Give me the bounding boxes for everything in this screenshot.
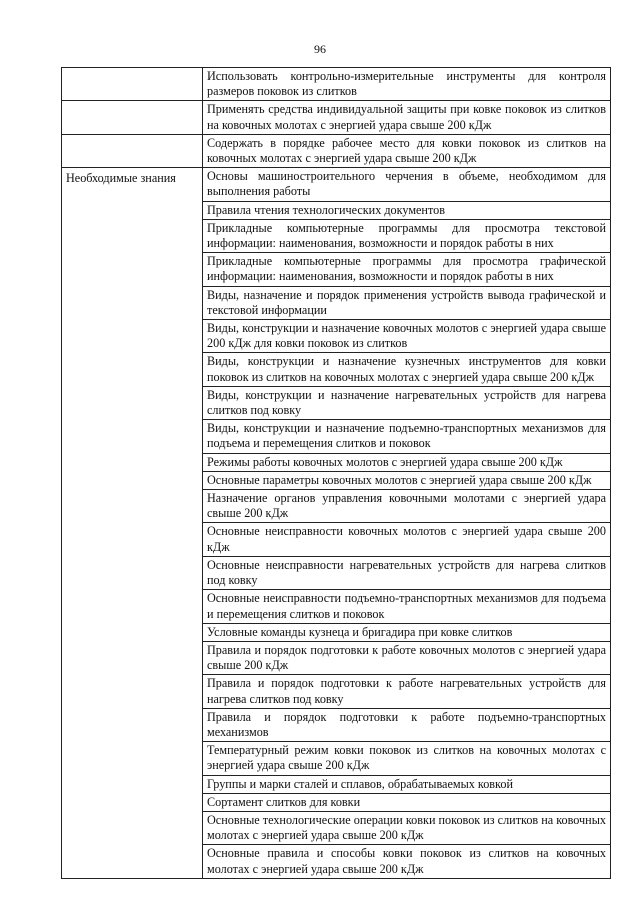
table-cell: Основные параметры ковочных молотов с энергией удара свыше 200 кДж bbox=[203, 471, 611, 489]
knowledge-table bbox=[61, 67, 611, 879]
table-row bbox=[62, 68, 611, 101]
table-cell: Правила и порядок подготовки к работе ковочных молотов с энергией удара свыше 200 кДж bbox=[203, 641, 611, 674]
table-cell: Виды, конструкции и назначение ковочных молотов с энергией удара свыше 200 кДж для ковки поковок из слитков bbox=[203, 320, 611, 353]
table-cell: Правила чтения технологических документов bbox=[203, 201, 611, 219]
table-cell: Сортамент слитков для ковки bbox=[203, 793, 611, 811]
table-cell: Виды, конструкции и назначение подъемно-транспортных механизмов для подъема и перемещения слитков и поковок bbox=[203, 420, 611, 453]
empty-label-cell bbox=[62, 68, 203, 101]
table-row bbox=[62, 101, 611, 134]
table-row bbox=[62, 134, 611, 167]
table-cell: Виды, назначение и порядок применения устройств вывода графической и текстовой информации bbox=[203, 286, 611, 319]
table-row bbox=[62, 168, 611, 201]
table-cell: Основные технологические операции ковки поковок из слитков на ковочных молотах с энергией удара свыше 200 кДж bbox=[203, 811, 611, 844]
table-cell: Использовать контрольно-измерительные инструменты для контроля размеров поковок из слитков bbox=[203, 68, 611, 101]
empty-label-cell bbox=[62, 101, 203, 134]
table-cell: Применять средства индивидуальной защиты при ковке поковок из слитков на ковочных молотах с энергией удара свыше 200 кДж bbox=[203, 101, 611, 134]
table-cell: Режимы работы ковочных молотов с энергией удара свыше 200 кДж bbox=[203, 453, 611, 471]
table-cell: Правила и порядок подготовки к работе нагревательных устройств для нагрева слитков под ковку bbox=[203, 675, 611, 708]
table-cell: Основные неисправности подъемно-транспортных механизмов для подъема и перемещения слитков и поковок bbox=[203, 590, 611, 623]
table-cell: Основные неисправности ковочных молотов с энергией удара свыше 200 кДж bbox=[203, 523, 611, 556]
table-cell: Назначение органов управления ковочными молотами с энергией удара свыше 200 кДж bbox=[203, 490, 611, 523]
table-cell: Содержать в порядке рабочее место для ковки поковок из слитков на ковочных молотах с энергией удара свыше 200 кДж bbox=[203, 134, 611, 167]
table-cell: Основные правила и способы ковки поковок из слитков на ковочных молотах с энергией удара свыше 200 кДж bbox=[203, 845, 611, 878]
table-cell: Прикладные компьютерные программы для просмотра графической информации: наименования, возможности и порядок работы в них bbox=[203, 253, 611, 286]
table-cell: Правила и порядок подготовки к работе подъемно-транспортных механизмов bbox=[203, 708, 611, 741]
table-cell: Основы машиностроительного черчения в объеме, необходимом для выполнения работы bbox=[203, 168, 611, 201]
empty-label-cell bbox=[62, 134, 203, 167]
table-cell: Виды, конструкции и назначение нагревательных устройств для нагрева слитков под ковку bbox=[203, 386, 611, 419]
table-cell: Группы и марки сталей и сплавов, обрабатываемых ковкой bbox=[203, 775, 611, 793]
page-number: 96 bbox=[314, 42, 326, 56]
table-cell: Температурный режим ковки поковок из слитков на ковочных молотах с энергией удара свыше 200 кДж bbox=[203, 742, 611, 775]
table-cell: Условные команды кузнеца и бригадира при ковке слитков bbox=[203, 623, 611, 641]
table-cell: Основные неисправности нагревательных устройств для нагрева слитков под ковку bbox=[203, 556, 611, 589]
table-cell: Виды, конструкции и назначение кузнечных инструментов для ковки поковок из слитков на ковочных молотах с энергией удара свыше 200 кДж bbox=[203, 353, 611, 386]
table-cell: Прикладные компьютерные программы для просмотра текстовой информации: наименования, возможности и порядок работы в них bbox=[203, 219, 611, 252]
section-label: Необходимые знания bbox=[62, 168, 203, 879]
